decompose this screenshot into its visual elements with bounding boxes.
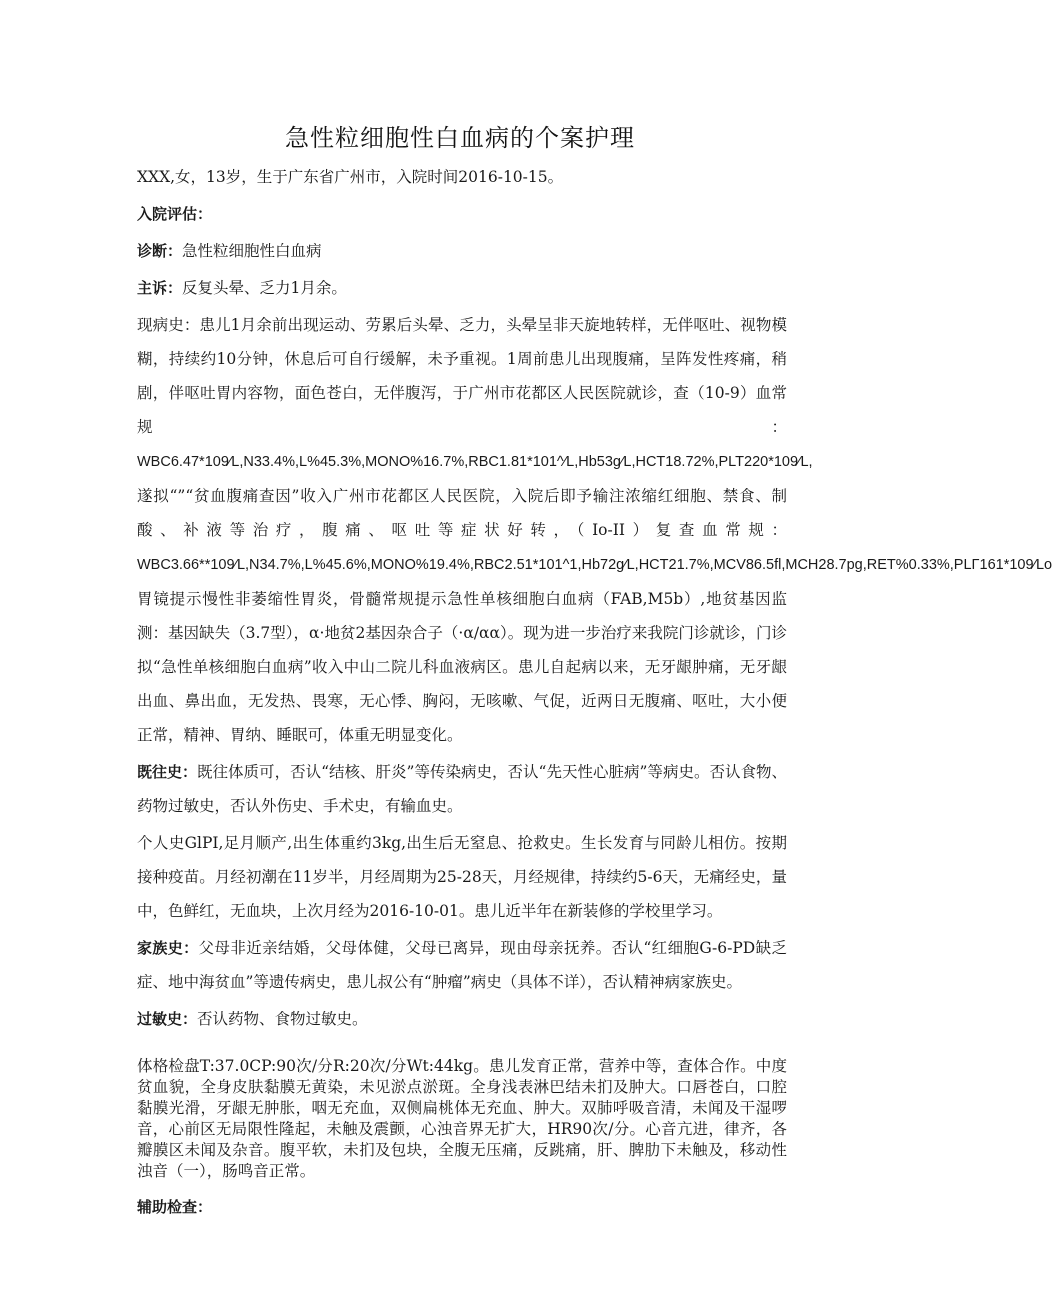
present-illness-text-2: 遂拟“”“贫血腹痛查因”收入广州市花都区人民医院，入院后即予输注浓缩红细胞、禁食、制酸、补液等治疗，腹痛、呕吐等症状好转，（Io-II）复查血常规： [137, 487, 787, 539]
complaint-paragraph [137, 271, 787, 305]
present-illness-labs-2: WBC3.66**109∕L,N34.7%,L%45.6%,MONO%19.4%,RBC2.51*101^1,Hb72g∕L,HCT21.7%,MCV86.5fl,MCH28.7pg,RET%0.33%,PLΓ161*109∕Lo [137, 557, 1052, 573]
aux-exam-label: 辅助检查： [137, 1198, 213, 1216]
page-title: 急性粒细胞性白血病的个案护理 [285, 124, 635, 152]
complaint-label: 主诉： [137, 279, 183, 297]
diagnosis-paragraph [137, 234, 787, 268]
personal-history-paragraph: 个人史GlPI,足月顺产,出生体重约3kg,出生后无窒息、抢救史。生长发育与同龄儿相仿。按期接种疫苗。月经初潮在11岁半，月经周期为25-28天，月经规律，持续约5-6天，无痛经史，量中，色鲜红，无血块，上次月经为2016-10-01。患儿近半年在新装修的学校里学习。 [137, 834, 787, 920]
aux-exam-heading [137, 1190, 787, 1224]
complaint-text: 反复头晕、乏力1月余。 [182, 279, 347, 297]
family-history-paragraph [137, 931, 787, 999]
present-illness-labs-1: WBC6.47*109∕L,N33.4%,L%45.3%,MONO%16.7%,RBC1.81*101^∕L,Hb53g∕L,HCT18.72%,PLT220*109∕L, [137, 454, 813, 470]
diagnosis-label: 诊断： [137, 242, 183, 260]
allergy-label: 过敏史： [137, 1010, 198, 1028]
patient-intro: XXX,女，13岁，生于广东省广州市，入院时间2016-10-15。 [137, 168, 564, 186]
past-history-text: 既往体质可，否认“结核、肝炎”等传染病史，否认“先天性心脏病”等病史。否认食物、药物过敏史，否认外伤史、手术史，有输血史。 [137, 763, 787, 815]
admission-label: 入院评估： [137, 205, 213, 223]
physical-exam-paragraph: 体格检盘T:37.0CP:90次/分R:20次/分Wt:44kg。患儿发育正常，营养中等，查体合作。中度贫血貌，全身皮肤黏膜无黄染，未见淤点淤斑。全身浅表淋巴结未扪及肿大。口唇苍白，口腔黏膜光滑，牙龈无肿胀，咽无充血，双侧扁桃体无充血、肿大。双肺呼吸音清，未闻及干湿啰音，心前区无局限性隆起，未触及震颤，心浊音界无扩大，HR90次/分。心音亢进，律齐，各瓣膜区未闻及杂音。腹平软，未扪及包块，全腹无压痛，反跳痛，肝、脾肋下未触及，移动性浊音（一），肠鸣音正常。 [137, 1057, 787, 1180]
present-illness-text-3: 胃镜提示慢性非萎缩性胃炎，骨髓常规提示急性单核细胞白血病（FAB,M5b）,地贫基因监测：基因缺失（3.7型），α·地贫2基因杂合子（·α∕αα）。现为进一步治疗来我院门诊就诊，门诊拟“急性单核细胞白血病”收入中山二院儿科血液病区。患儿自起病以来，无牙龈肿痛，无牙龈出血、鼻出血，无发热、畏寒，无心悸、胸闷，无咳嗽、气促，近两日无腹痛、呕吐，大小便正常，精神、胃纳、睡眠可，体重无明显变化。 [137, 590, 787, 744]
admission-heading [137, 197, 787, 231]
document-body [137, 160, 1052, 1224]
allergy-paragraph [137, 1002, 787, 1036]
family-history-text: 父母非近亲结婚，父母体健，父母已离异，现由母亲抚养。否认“红细胞G-6-PD缺乏症、地中海贫血”等遗传病史，患儿叔公有“肿瘤”病史（具体不详），否认精神病家族史。 [137, 939, 787, 991]
present-illness-text-1: 现病史：患儿1月余前出现运动、劳累后头晕、乏力，头晕呈非天旋地转样，无伴呕吐、视物模糊，持续约10分钟，休息后可自行缓解，未予重视。1周前患儿出现腹痛，呈阵发性疼痛，稍剧，伴呕吐胃内容物，面色苍白，无伴腹泻，于广州市花都区人民医院就诊，查（10-9）血常规： [137, 316, 787, 436]
family-history-label: 家族史： [137, 939, 199, 957]
diagnosis-text: 急性粒细胞性白血病 [182, 242, 322, 260]
past-history-paragraph [137, 755, 787, 823]
past-history-label: 既往史： [137, 763, 198, 781]
present-illness-paragraph [137, 308, 1052, 752]
allergy-text: 否认药物、食物过敏史。 [197, 1010, 368, 1028]
